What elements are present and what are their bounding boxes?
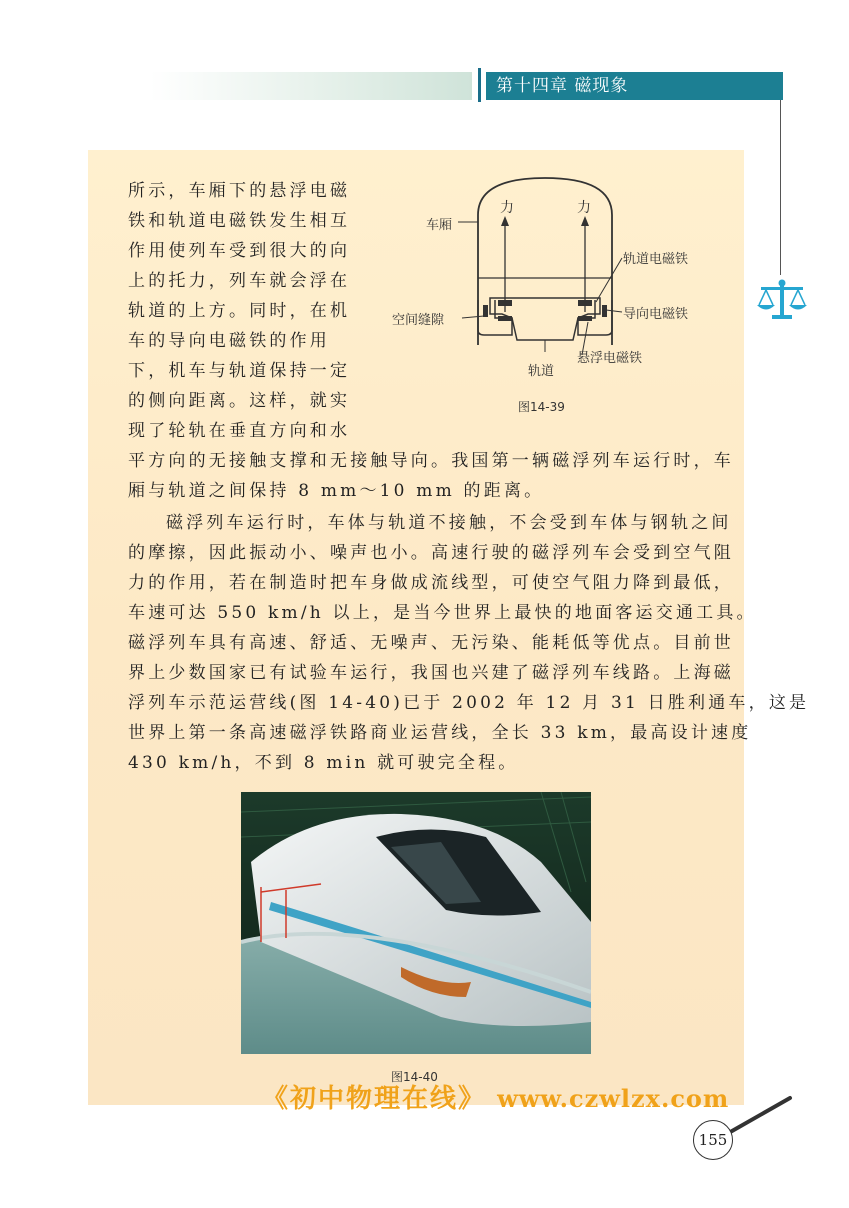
chapter-title: 第十四章 磁现象	[486, 72, 783, 100]
track-magnet-label: 轨道电磁铁	[623, 252, 689, 267]
car-label: 车厢	[426, 218, 453, 233]
text-line: 430 km/h，不到 8 min 就可驶完全程。	[128, 753, 519, 773]
balance-scale-icon	[755, 278, 809, 322]
text-line: 平方向的无接触支撑和无接触导向。我国第一辆磁浮列车运行时，车	[128, 451, 734, 471]
text-line: 磁浮列车运行时，车体与轨道不接触，不会受到车体与钢轨之间	[166, 513, 732, 533]
magnifier-icon	[720, 1090, 800, 1140]
page-number: 155	[693, 1120, 733, 1160]
text-line: 的摩擦，因此振动小、噪声也小。高速行驶的磁浮列车会受到空气阻	[128, 543, 734, 563]
text-line: 界上少数国家已有试验车运行，我国也兴建了磁浮列车线路。上海磁	[128, 663, 734, 683]
maglev-cross-section-diagram	[385, 170, 715, 420]
header-decoration	[150, 72, 472, 100]
header-divider	[478, 68, 481, 102]
margin-line	[780, 100, 781, 275]
track-label: 轨道	[528, 364, 555, 379]
text-line: 力的作用，若在制造时把车身做成流线型，可使空气阻力降到最低，	[128, 573, 734, 593]
gap-label: 空间缝隙	[392, 313, 445, 328]
text-line: 所示，车厢下的悬浮电磁	[128, 181, 351, 201]
watermark	[262, 1078, 729, 1115]
force-label: 力	[577, 200, 591, 216]
text-line: 轨道的上方。同时，在机	[128, 301, 351, 321]
text-line: 世界上第一条高速磁浮铁路商业运营线，全长 33 km，最高设计速度	[128, 723, 752, 743]
text-line: 磁浮列车具有高速、舒适、无噪声、无污染、能耗低等优点。目前世	[128, 633, 734, 653]
text-line: 现了轮轨在垂直方向和水	[128, 421, 351, 441]
text-line: 作用使列车受到很大的向	[128, 241, 351, 261]
text-line: 下，机车与轨道保持一定	[128, 361, 351, 381]
watermark-url[interactable]: www.czwlzx.com	[497, 1084, 730, 1113]
guide-magnet-label: 导向电磁铁	[623, 307, 689, 322]
text-line: 铁和轨道电磁铁发生相互	[128, 211, 351, 231]
figure-caption: 图14-39	[518, 400, 565, 414]
text-line: 浮列车示范运营线(图 14-40)已于 2002 年 12 月 31 日胜利通车，这是	[128, 693, 810, 713]
watermark-text: 《初中物理在线》	[262, 1084, 487, 1114]
figure-caption: 图14-40	[391, 1070, 438, 1084]
text-line: 车速可达 550 km/h 以上，是当今世界上最快的地面客运交通工具。	[128, 603, 757, 623]
text-line: 上的托力，列车就会浮在	[128, 271, 351, 291]
levitation-magnet-label: 悬浮电磁铁	[577, 351, 643, 366]
text-line: 厢与轨道之间保持 8 mm～10 mm 的距离。	[128, 481, 545, 501]
text-line: 的侧向距离。这样，就实	[128, 391, 351, 411]
maglev-train-photo	[241, 792, 591, 1054]
force-label: 力	[500, 200, 514, 216]
text-line: 车的导向电磁铁的作用	[128, 331, 330, 351]
